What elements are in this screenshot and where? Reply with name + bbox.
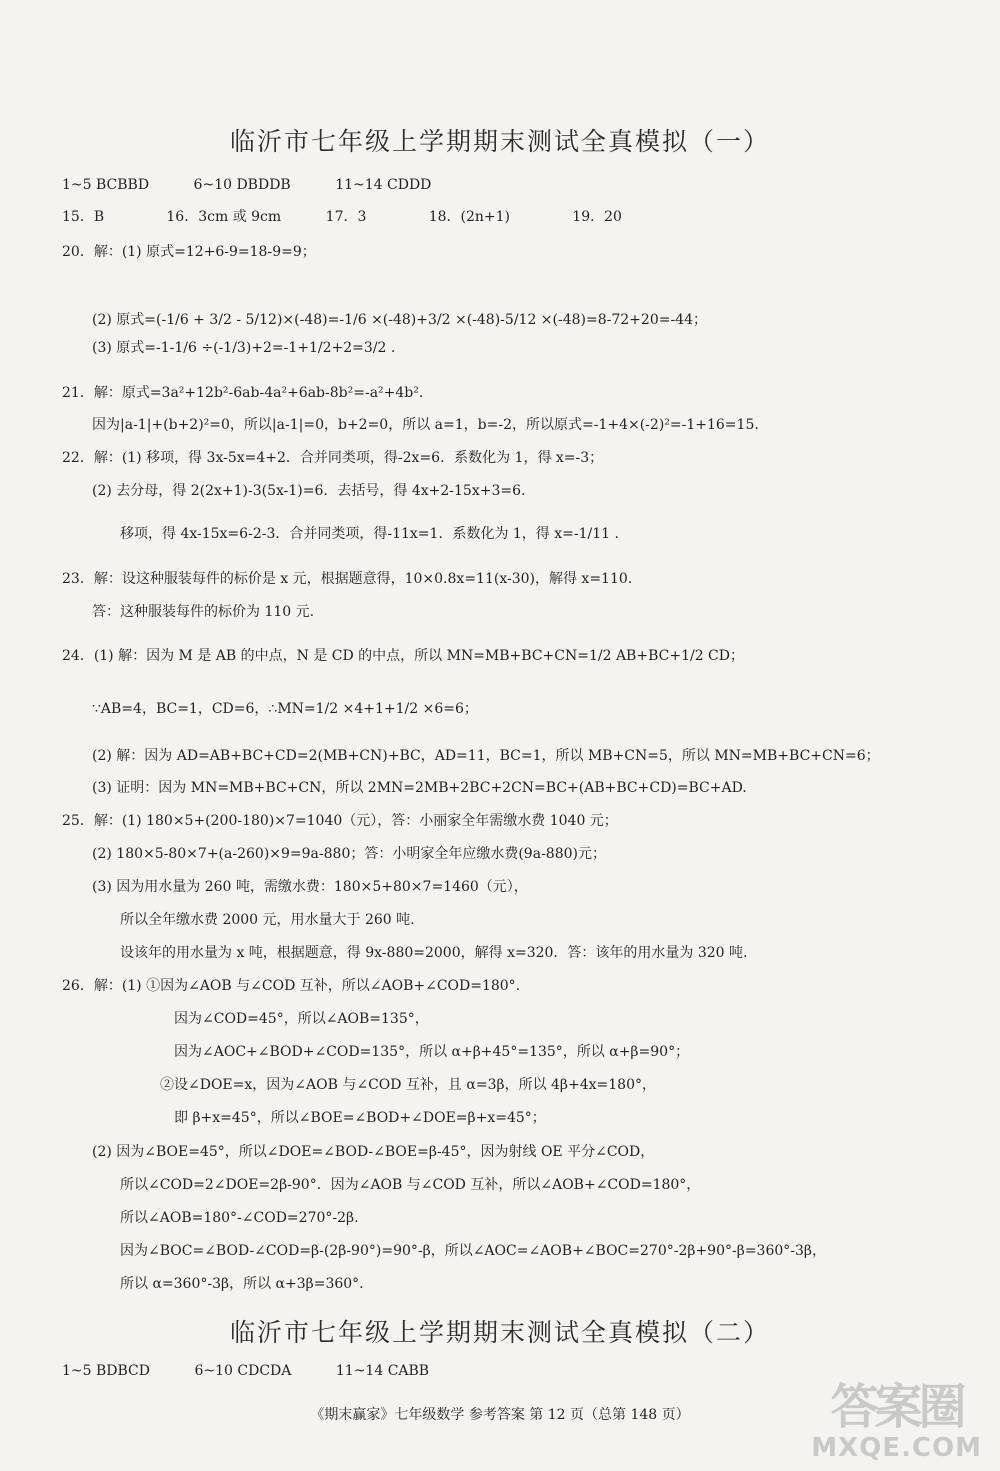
answer-line: 因为∠COD=45°，所以∠AOB=135°， <box>174 1011 429 1027</box>
answer-line: (3) 因为用水量为 260 吨，需缴水费：180×5+80×7=1460（元）， <box>92 879 528 895</box>
answer-line: 所以∠AOB=180°-∠COD=270°-2β. <box>120 1210 359 1226</box>
answer-line: 移项，得 4x-15x=6-2-3．合并同类项，得-11x=1．系数化为 1，得 x=-1/11 . <box>120 526 619 542</box>
answer-line: 24．(1) 解：因为 M 是 AB 的中点，N 是 CD 的中点，所以 MN=MB+BC+CN=1/2 AB+BC+1/2 CD； <box>62 648 744 664</box>
page-footer: 《期末赢家》七年级数学 参考答案 第 12 页（总第 148 页） <box>310 1407 690 1423</box>
answer-line: 1~5 BCBBD 6~10 DBDDB 11~14 CDDD <box>62 177 432 193</box>
answer-line: 所以 α=360°-3β，所以 α+3β=360°. <box>120 1276 364 1292</box>
answer-line: (2) 解：因为 AD=AB+BC+CD=2(MB+CN)+BC，AD=11，BC=1，所以 MB+CN=5，所以 MN=MB+BC+CN=6； <box>92 748 880 764</box>
section2-title: 临沂市七年级上学期期末测试全真模拟（二） <box>229 1318 770 1347</box>
answer-line: (3) 证明：因为 MN=MB+BC+CN，所以 2MN=2MB+2BC+2CN=BC+(AB+BC+CD)=BC+AD. <box>92 780 747 796</box>
answer-line: (2) 因为∠BOE=45°，所以∠DOE=∠BOD-∠BOE=β-45°，因为射线 OE 平分∠COD， <box>92 1144 655 1160</box>
section1-title: 临沂市七年级上学期期末测试全真模拟（一） <box>229 127 770 156</box>
answer-line: (2) 180×5-80×7+(a-260)×9=9a-880；答：小明家全年应缴水费(9a-880)元； <box>92 846 606 862</box>
answer-line: 设该年的用水量为 x 吨，根据题意，得 9x-880=2000，解得 x=320．答：该年的用水量为 320 吨. <box>120 945 748 961</box>
answer-line: (2) 去分母，得 2(2x+1)-3(5x-1)=6．去括号，得 4x+2-15x+3=6. <box>92 483 526 499</box>
answer-line: 15．B 16．3cm 或 9cm 17．3 18．(2n+1) 19．20 <box>62 209 622 225</box>
answer-line: 23．解：设这种服装每件的标价是 x 元，根据题意得，10×0.8x=11(x-30)，解得 x=110. <box>62 571 633 587</box>
answer-line: 因为∠BOC=∠BOD-∠COD=β-(2β-90°)=90°-β，所以∠AOC=∠AOB+∠BOC=270°-2β+90°-β=360°-3β， <box>120 1243 827 1259</box>
answer-line: 22．解：(1) 移项，得 3x-5x=4+2．合并同类项，得-2x=6．系数化为 1，得 x=-3； <box>62 450 604 466</box>
answer-line: 所以∠COD=2∠DOE=2β-90°．因为∠AOB 与∠COD 互补，所以∠AOB+∠COD=180°， <box>120 1177 701 1193</box>
answer-line: 答：这种服装每件的标价为 110 元. <box>92 604 315 620</box>
answer-line: 所以全年缴水费 2000 元，用水量大于 260 吨. <box>120 912 415 928</box>
watermark-domain: MXQE.COM <box>811 1433 982 1463</box>
answer-line: ∵AB=4，BC=1，CD=6，∴MN=1/2 ×4+1+1/2 ×6=6； <box>92 701 478 717</box>
answer-line: (2) 原式=(-1/6 + 3/2 - 5/12)×(-48)=-1/6 ×(-48)+3/2 ×(-48)-5/12 ×(-48)=8-72+20=-44； <box>92 312 708 328</box>
answer-line: 即 β+x=45°，所以∠BOE=∠BOD+∠DOE=β+x=45°； <box>174 1110 546 1126</box>
answer-line: (3) 原式=-1-1/6 ÷(-1/3)+2=-1+1/2+2=3/2 . <box>92 340 396 356</box>
answer-line: 25．解：(1) 180×5+(200-180)×7=1040（元），答：小丽家全年需缴水费 1040 元； <box>62 813 618 829</box>
answer-line: 20．解：(1) 原式=12+6-9=18-9=9； <box>62 244 316 260</box>
answer-line: 因为∠AOC+∠BOD+∠COD=135°，所以 α+β+45°=135°，所以 α+β=90°； <box>174 1044 690 1060</box>
answer-line: 1~5 BDBCD 6~10 CDCDA 11~14 CABB <box>62 1363 430 1379</box>
answer-line: 21．解：原式=3a²+12b²-6ab-4a²+6ab-8b²=-a²+4b². <box>62 385 424 401</box>
watermark-logo: 答案圈 <box>830 1379 963 1435</box>
answer-line: ②设∠DOE=x，因为∠AOB 与∠COD 互补，且 α=3β，所以 4β+4x=180°， <box>160 1077 657 1093</box>
watermark <box>811 1381 982 1463</box>
answer-line: 26．解：(1) ①因为∠AOB 与∠COD 互补，所以∠AOB+∠COD=180°. <box>62 978 521 994</box>
answer-line: 因为|a-1|+(b+2)²=0，所以|a-1|=0，b+2=0，所以 a=1，b=-2，所以原式=-1+4×(-2)²=-1+16=15. <box>92 417 759 433</box>
